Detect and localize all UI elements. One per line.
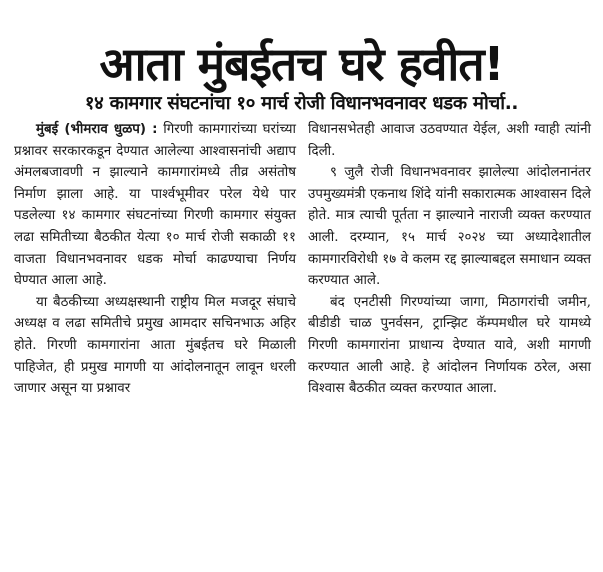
article-column-left bbox=[14, 119, 296, 400]
article-paragraph: विधानसभेतही आवाज उठवण्यात येईल, अशी ग्वाही त्यांनी दिली. bbox=[308, 122, 591, 159]
article-paragraph: या बैठकीच्या अध्यक्षस्थानी राष्ट्रीय मिल मजदूर संघाचे अध्यक्ष व लढा समितीचे प्रमुख आमदार सचिनभाऊ अहिर होते. गिरणी कामगारांना आता मुंबईतच घरे मिळाली पाहिजेत, ही प्रमुख मागणी या आंदोलनातून लावून धरली जाणार असून या प्रश्नावर bbox=[14, 294, 296, 397]
article-paragraph bbox=[14, 119, 296, 292]
headline: आता मुंबईतच घरे हवीत! bbox=[99, 36, 504, 91]
dateline: मुंबई (भीमराव धुळप) : bbox=[36, 122, 158, 137]
article-paragraph: बंद एनटीसी गिरण्यांच्या जागा, मिठागरांची जमीन, बीडीडी चाळ पुनर्वसन, ट्रान्झिट कॅम्पमधील घरे यामध्ये गिरणी कामगारांना प्राधान्य देण्यात यावे, अशी मागणी करण्यात आली आहे. हे आंदोलन निर्णायक ठरेल, असा विश्वास बैठकीत व्यक्त करण्यात आला. bbox=[308, 294, 591, 397]
subheadline: १४ कामगार संघटनांचा १० मार्च रोजी विधानभवनावर धडक मोर्चा.. bbox=[84, 93, 519, 115]
article-paragraph: ९ जुलै रोजी विधानभवनावर झालेल्या आंदोलनानंतर उपमुख्यमंत्री एकनाथ शिंदे यांनी सकारात्मक आश्वासन दिले होते. मात्र त्याची पूर्तता न झाल्याने नाराजी व्यक्त करण्यात आली. दरम्यान, १५ मार्च २०२४ च्या अध्यादेशातील कामगारविरोधी १७ वे कलम रद्द झाल्याबद्दल समाधान व्यक्त करण्यात आले. bbox=[308, 165, 591, 289]
article-paragraph-text: गिरणी कामगारांच्या घरांच्या प्रश्नावर सरकारकडून देण्यात आलेल्या आश्वासनांची अद्याप अंमलबजावणी न झाल्याने कामगारांमध्ये तीव्र असंतोष निर्माण झाला आहे. या पार्श्वभूमीवर परेल येथे पार पडलेल्या १४ कामगार संघटनांच्या गिरणी कामगार संयुक्त लढा समितीच्या बैठकीत येत्या १० मार्च रोजी सकाळी ११ वाजता विधानभवनावर धडक मोर्चा काढण्याचा निर्णय घेण्यात आला आहे. bbox=[14, 122, 296, 289]
article-column-right bbox=[308, 119, 591, 400]
